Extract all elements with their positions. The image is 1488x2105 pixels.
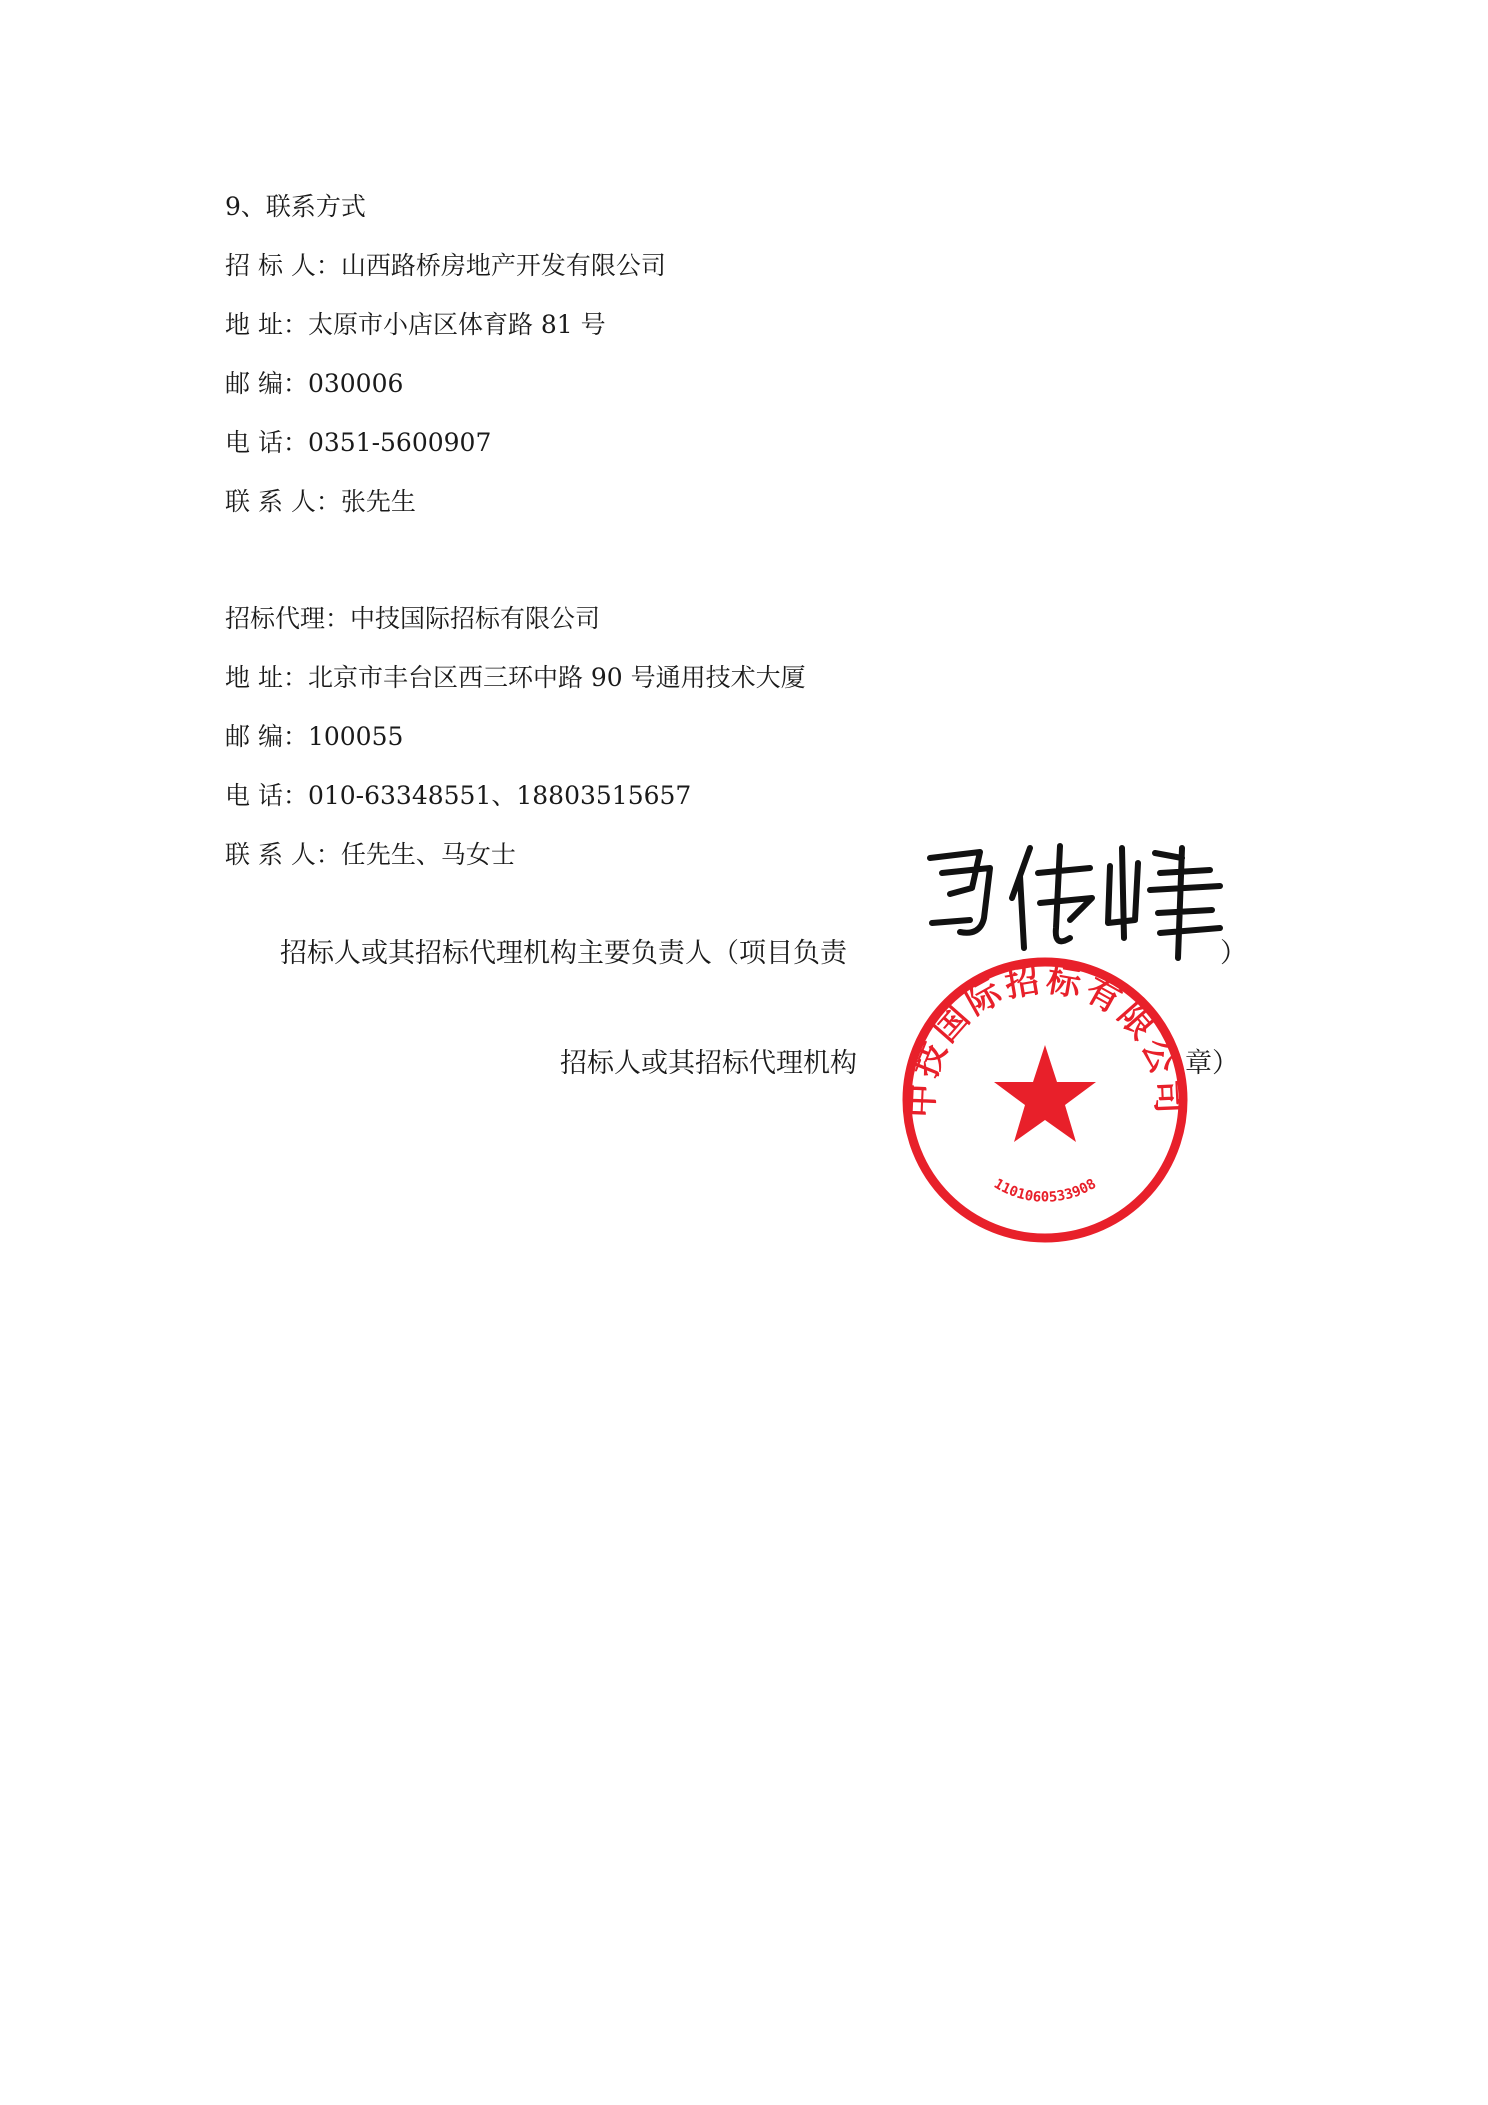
signature-line: 招标人或其招标代理机构主要负责人（项目负责 <box>280 938 847 969</box>
signature-line-end: ） <box>1220 938 1247 969</box>
row-value: 中技国际招标有限公司 <box>350 604 601 633</box>
phone-row <box>225 428 491 458</box>
row-label: 招 标 人： <box>225 251 341 280</box>
row-value: 010-63348551、18803515657 <box>307 781 692 810</box>
address-row <box>225 310 606 340</box>
seal-line: 招标人或其招标代理机构 <box>560 1048 857 1079</box>
row-label: 邮 编： <box>225 369 308 398</box>
row-label: 邮 编： <box>225 722 308 751</box>
tenderer-row <box>225 251 666 281</box>
row-value: 张先生 <box>340 487 416 516</box>
row-label: 电 话： <box>225 428 308 457</box>
stamp-number: 1101060533908 <box>990 1175 1100 1206</box>
row-label: 电 话： <box>225 781 308 810</box>
row-label: 地 址： <box>225 310 308 339</box>
row-value: 太原市小店区体育路 81 号 <box>307 310 606 339</box>
stamp-text: 中技国际招标有限公司 <box>902 960 1188 1119</box>
row-label: 招标代理： <box>225 604 351 633</box>
company-seal-stamp <box>895 950 1195 1250</box>
agent-row <box>225 604 600 634</box>
row-label: 联 系 人： <box>225 840 341 869</box>
handwritten-signature <box>920 828 1240 968</box>
section-title: 9、联系方式 <box>225 192 366 221</box>
row-value: 山西路桥房地产开发有限公司 <box>340 251 666 280</box>
row-value: 任先生、马女士 <box>340 840 516 869</box>
contact-person-row <box>225 840 516 870</box>
postcode-row <box>225 369 403 399</box>
row-label: 联 系 人： <box>225 487 341 516</box>
row-value: 0351-5600907 <box>307 428 492 457</box>
postcode-row <box>225 722 403 752</box>
phone-row <box>225 781 691 811</box>
row-value: 北京市丰台区西三环中路 90 号通用技术大厦 <box>307 663 806 692</box>
seal-line-end: 章） <box>1185 1048 1239 1079</box>
row-value: 030006 <box>307 369 404 398</box>
row-value: 100055 <box>307 722 404 751</box>
row-label: 地 址： <box>225 663 308 692</box>
contact-person-row <box>225 487 416 517</box>
address-row <box>225 663 806 693</box>
